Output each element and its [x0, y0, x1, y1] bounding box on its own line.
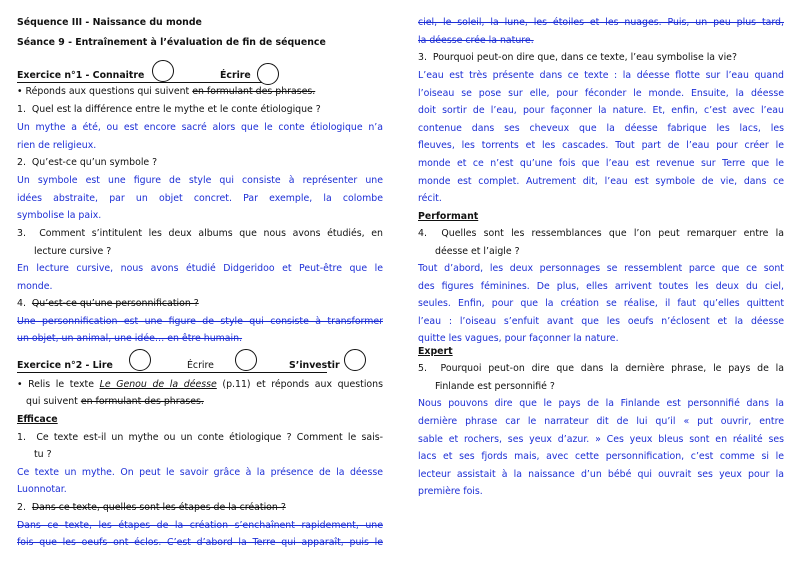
- ex2-answer-3-line3: doit sortir de l’eau, pour façonner la nature. Et, enfin, c’est avec l’eau: [418, 105, 784, 116]
- ex1-answer-3-line2: monde.: [17, 281, 53, 292]
- ex2-answer-5-line5: lecteur assistait à la naissance d’un bébé qui ouvrait ses yeux pour la: [418, 469, 784, 480]
- ex2-answer-1-line1: Ce texte un mythe. On peut le savoir grâce à la présence de la déesse: [17, 467, 383, 478]
- ex2-answer-4-line3: seules. Enfin, pour que la création se réalise, il faut qu’elles quittent: [418, 298, 784, 309]
- exercise1-title: Exercice n°1 - Connaitre: [17, 70, 145, 81]
- ex2-answer-5-line6: première fois.: [418, 486, 483, 497]
- ex2-answer-5-line3: sable et rochers, ses yeux d’azur. » Ces yeux bleus sont en réalité ses: [418, 434, 784, 445]
- ex1-question-1: 1. Quel est la différence entre le mythe et le conte étiologique ?: [17, 104, 321, 115]
- ex2-question-1-line2: tu ?: [34, 449, 52, 460]
- ex2-answer-4-line4: l’eau : l’oiseau s’enfuit avant que les oeufs n’éclosent et la déesse: [418, 316, 784, 327]
- seance-title: Séance 9 - Entraînement à l’évaluation de fin de séquence: [17, 37, 326, 48]
- ex2-answer-5-line4: lacs et ses fjords mais, avec cette personnification, c’est comme si le: [418, 451, 784, 462]
- ex2-question-4: 4. Quelles sont les ressemblances que l’on peut remarquer entre la: [418, 228, 784, 239]
- exercise2-title: Exercice n°2 - Lire: [17, 360, 113, 371]
- exercise1-header: [17, 70, 267, 83]
- ex1-question-3-line2: lecture cursive ?: [34, 246, 112, 257]
- exercise2-header: [17, 360, 340, 373]
- skill-checkbox-connaitre[interactable]: [152, 60, 174, 82]
- ex1-question-2: 2. Qu’est-ce qu’un symbole ?: [17, 157, 158, 168]
- ex2-answer-2-line3: ciel, le soleil, la lune, les étoiles et les nuages. Puis, un peu plus tard,: [418, 17, 784, 28]
- ex2-question-2: 2. Dans ce texte, quelles sont les étapes de la création ?: [17, 502, 286, 513]
- ex1-answer-2-line2: idées abstraite, par un objet concret. Par exemple, la colombe: [17, 193, 383, 204]
- ex2-answer-3-line1: L’eau est très présente dans ce texte : la déesse flotte sur l’eau quand: [418, 70, 784, 81]
- exercise2-instruction-line2: qui suivent en formulant des phrases.: [26, 396, 204, 407]
- ex2-answer-3-line5: fleuves, les torrents et les cascades. Tout part de l’eau pour créer le: [418, 140, 784, 151]
- skill-checkbox-ecrire[interactable]: [257, 63, 279, 85]
- ex2-answer-4-line1: Tout d’abord, les deux personnages se ressemblent parce que ce sont: [418, 263, 784, 274]
- ex2-answer-5-line2: dernière phrase car le narrateur dit de lui qu’il « put ouvrir, entre: [418, 416, 784, 427]
- level-expert: Expert: [418, 346, 453, 357]
- ex2-answer-2-line2: fois que les oeufs ont éclos. C’est d’abord la Terre qui apparaît, puis le: [17, 537, 383, 548]
- skill-checkbox-lire[interactable]: [129, 349, 151, 371]
- ex2-question-1: 1. Ce texte est-il un mythe ou un conte étiologique ? Comment le sais-: [17, 432, 383, 443]
- level-performant: Performant: [418, 211, 479, 222]
- ex1-answer-1-line1: Un mythe a été, ou est encore sacré alors que le conte étiologique n’a: [17, 122, 383, 133]
- ex2-answer-2-line4: la déesse crée la nature.: [418, 35, 534, 46]
- ex2-answer-5-line1: Nous pouvons dire que le pays de la Finlande est personnifié dans la: [418, 398, 784, 409]
- exercise1-instruction: • Réponds aux questions qui suivent en formulant des phrases.: [17, 86, 316, 97]
- skill-checkbox-sinvestir[interactable]: [344, 349, 366, 371]
- book-title: Le Genou de la déesse: [99, 379, 217, 390]
- ex1-answer-1-line2: rien de religieux.: [17, 140, 97, 151]
- ex2-question-5-line2: Finlande est personnifié ?: [435, 381, 555, 392]
- ex2-answer-3-line4: contenue dans ses cheveux que la déesse fabrique les lacs, les: [418, 123, 784, 134]
- ex2-answer-3-line7: monde est complet. Autrement dit, l’eau est symbole de vie, dans ce: [418, 176, 784, 187]
- exercise2-instruction: • Relis le texte Le Genou de la déesse (p.11) et réponds aux questions: [17, 379, 383, 390]
- level-efficace: Efficace: [17, 414, 58, 425]
- ex2-answer-3-line8: récit.: [418, 193, 442, 204]
- ex2-answer-4-line5: quitte les vagues, pour façonner la nature.: [418, 333, 619, 344]
- ex2-question-4-line2: déesse et l’aigle ?: [435, 246, 520, 257]
- exercise1-skill-ecrire: Écrire: [220, 70, 251, 81]
- ex1-answer-2-line1: Un symbole est une figure de style qui consiste à représenter une: [17, 175, 383, 186]
- ex2-question-3: 3. Pourquoi peut-on dire que, dans ce texte, l’eau symbolise la vie?: [418, 52, 737, 63]
- ex1-answer-4-line2: un objet, un animal, une idée… en être humain.: [17, 333, 243, 344]
- exercise2-skill-sinvestir: S’investir: [289, 360, 340, 371]
- ex2-answer-3-line2: l’oiseau se pose sur elle, pour féconder le monde. Ensuite, la déesse: [418, 88, 784, 99]
- ex2-answer-2-line1: Dans ce texte, les étapes de la création s’enchaînent rapidement, une: [17, 520, 383, 531]
- ex1-question-4: 4. Qu’est-ce qu’une personnification ?: [17, 298, 199, 309]
- skill-checkbox-ecrire-2[interactable]: [235, 349, 257, 371]
- ex2-answer-1-line2: Luonnotar.: [17, 484, 67, 495]
- ex2-answer-4-line2: des figures féminines. De plus, elles arrivent toutes les deux du ciel,: [418, 281, 784, 292]
- ex2-question-5: 5. Pourquoi peut-on dire que dans la dernière phrase, le pays de la: [418, 363, 784, 374]
- ex1-answer-4-line1: Une personnification est une figure de style qui consiste à transformer: [17, 316, 383, 327]
- ex1-answer-2-line3: symbolise la paix.: [17, 210, 102, 221]
- sequence-title: Séquence III - Naissance du monde: [17, 17, 202, 28]
- ex2-answer-3-line6: monde et ce n’est qu’une fois que l’eau est revenue sur Terre que le: [418, 158, 784, 169]
- ex1-answer-3-line1: En lecture cursive, nous avons étudié Didgeridoo et Peut-être que le: [17, 263, 383, 274]
- exercise2-skill-ecrire: Écrire: [187, 360, 214, 371]
- ex1-question-3: 3. Comment s’intitulent les deux albums que nous avons étudiés, en: [17, 228, 383, 239]
